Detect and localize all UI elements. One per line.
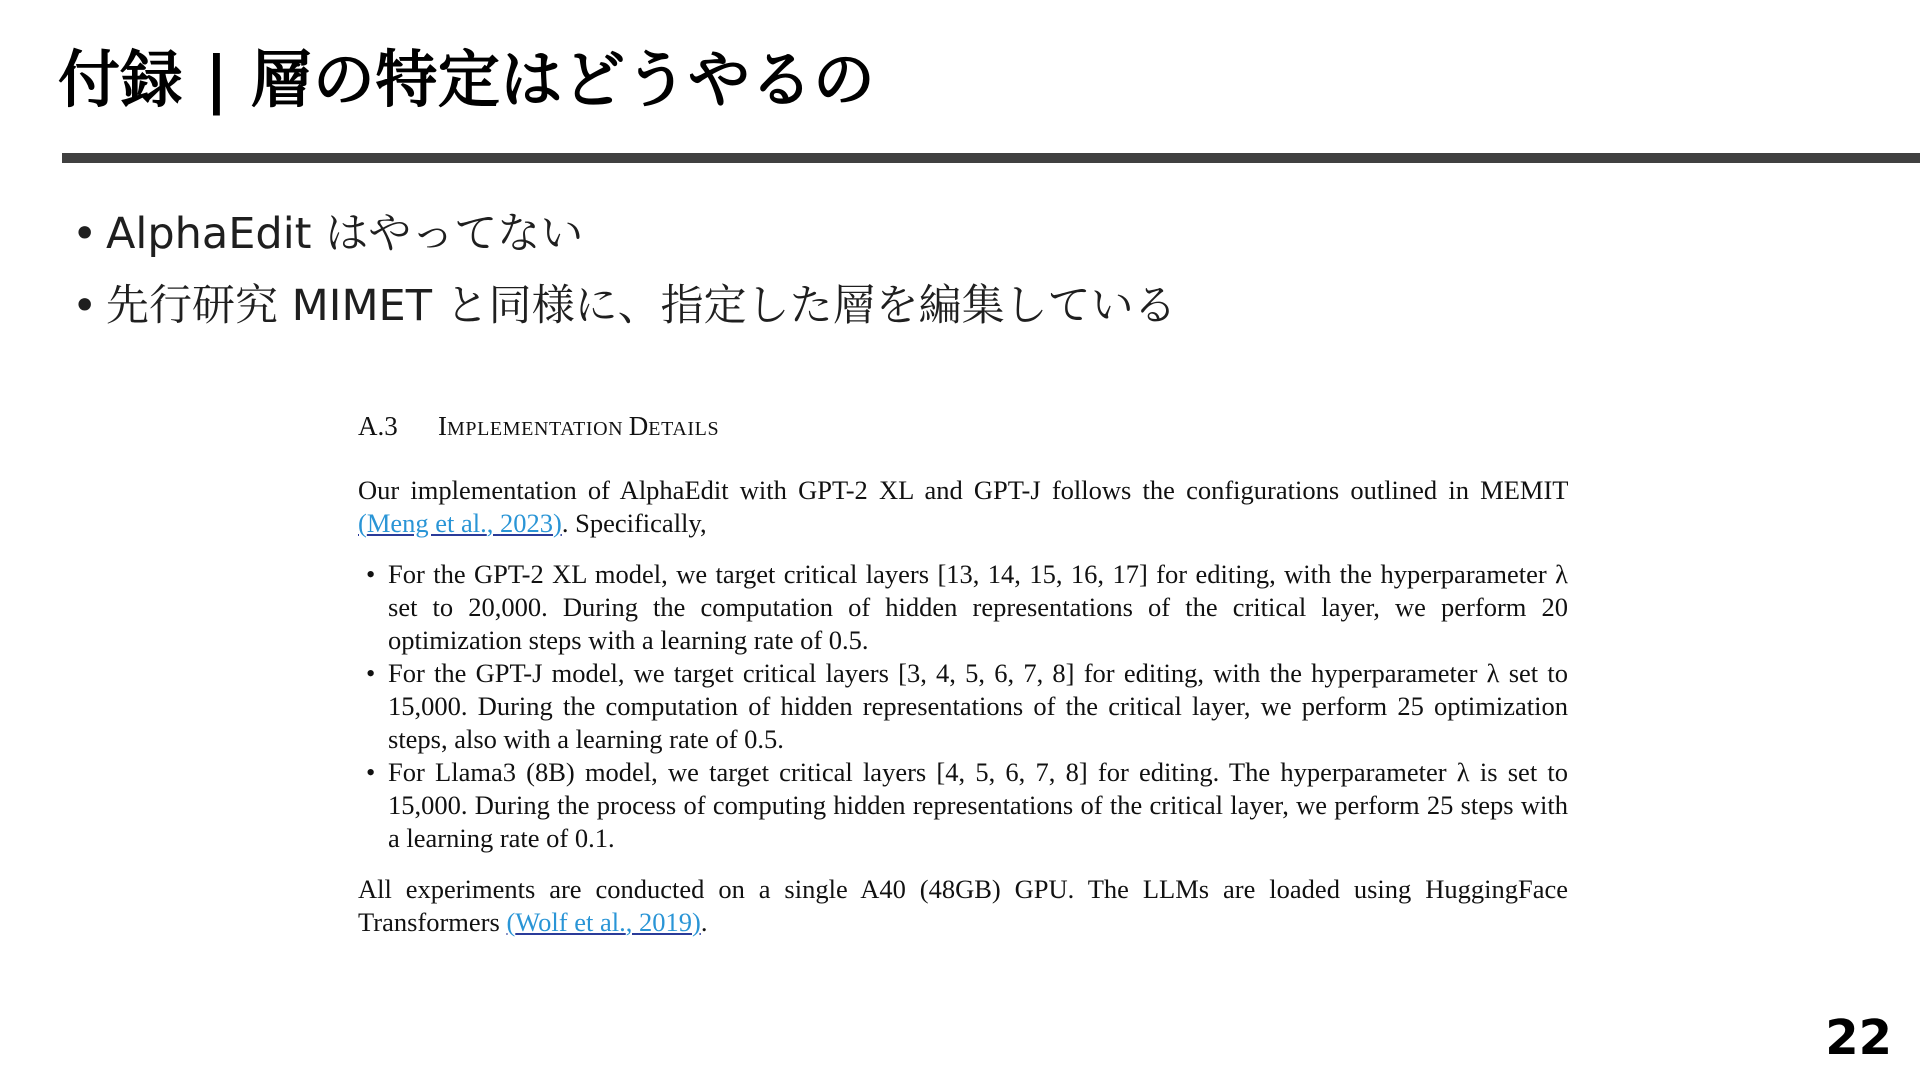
bullet-item [72,270,1177,342]
citation-author: Meng et al. [366,508,487,538]
citation-part: ( [506,907,516,937]
bullet-dot: • [72,281,98,331]
citation-part: ) [553,508,562,538]
excerpt-list-item [358,558,1568,657]
bullet-item [72,198,1177,270]
list-item-text: For Llama3 (8B) model, we target critical layers [4, 5, 6, 7, 8] for editing. The hyperparameter λ is set to 15,000. During the process of computing hidden representations of the critical layer, we perform 25 steps with a learning rate of 0.1. [388,757,1568,853]
citation-part: ( [358,508,367,538]
excerpt-list [358,558,1568,855]
excerpt-list-item [358,657,1568,756]
section-title-part: MPLEMENTATION [447,418,629,440]
list-item-text: For the GPT-J model, we target critical layers [3, 4, 5, 6, 7, 8] for editing, with the hyperparameter λ set to 15,000. During the computation of hidden representations of the critical layer, we perform 25 optimization steps, also with a learning rate of 0.5. [388,658,1568,754]
section-title-part: D [628,411,649,441]
bullet-dot: • [72,209,98,259]
citation-link[interactable] [506,907,700,937]
citation-year: 2023 [500,508,554,538]
citation-part: , [625,907,639,937]
list-bullet: • [366,757,376,787]
section-number: A.3 [358,411,398,441]
slide-title: 付録 | 層の特定はどうやるの [58,43,876,116]
citation-part: ) [691,907,701,937]
bullet-text: 先行研究 MIMET と同様に、指定した層を編集している [106,281,1177,331]
section-title-part: I [438,411,447,441]
title-divider [62,153,1920,163]
paragraph-text: Our implementation of AlphaEdit with GPT-2 XL and GPT-J follows the configurations outlined in MEMIT [358,475,1568,505]
excerpt-list-item [358,756,1568,855]
bullet-text: AlphaEdit はやってない [106,209,584,259]
excerpt-paragraph [358,474,1568,540]
paragraph-text: . Specifically, [561,508,707,538]
excerpt-paragraph [358,873,1568,939]
paragraph-text: All experiments are conducted on a single A40 (48GB) GPU. The LLMs are loaded using HuggingFace Transformers [358,874,1568,937]
bullet-list [72,198,1177,342]
citation-part: , [486,508,501,538]
section-title-part: ETAILS [648,418,720,440]
list-bullet: • [366,559,376,589]
excerpt-section-heading [358,410,1568,446]
paper-excerpt-image [358,410,1568,939]
list-item-text: For the GPT-2 XL model, we target critical layers [13, 14, 15, 16, 17] for editing, with the hyperparameter λ set to 20,000. During the computation of hidden representations of the critical layer, we perform 20 optimization steps with a learning rate of 0.5. [388,559,1568,655]
paragraph-text: . [700,907,708,937]
page-number: 22 [1825,1010,1892,1066]
citation-author: Wolf et al. [515,907,626,937]
citation-link[interactable] [358,508,562,538]
citation-year: 2019 [638,907,692,937]
list-bullet: • [366,658,376,688]
